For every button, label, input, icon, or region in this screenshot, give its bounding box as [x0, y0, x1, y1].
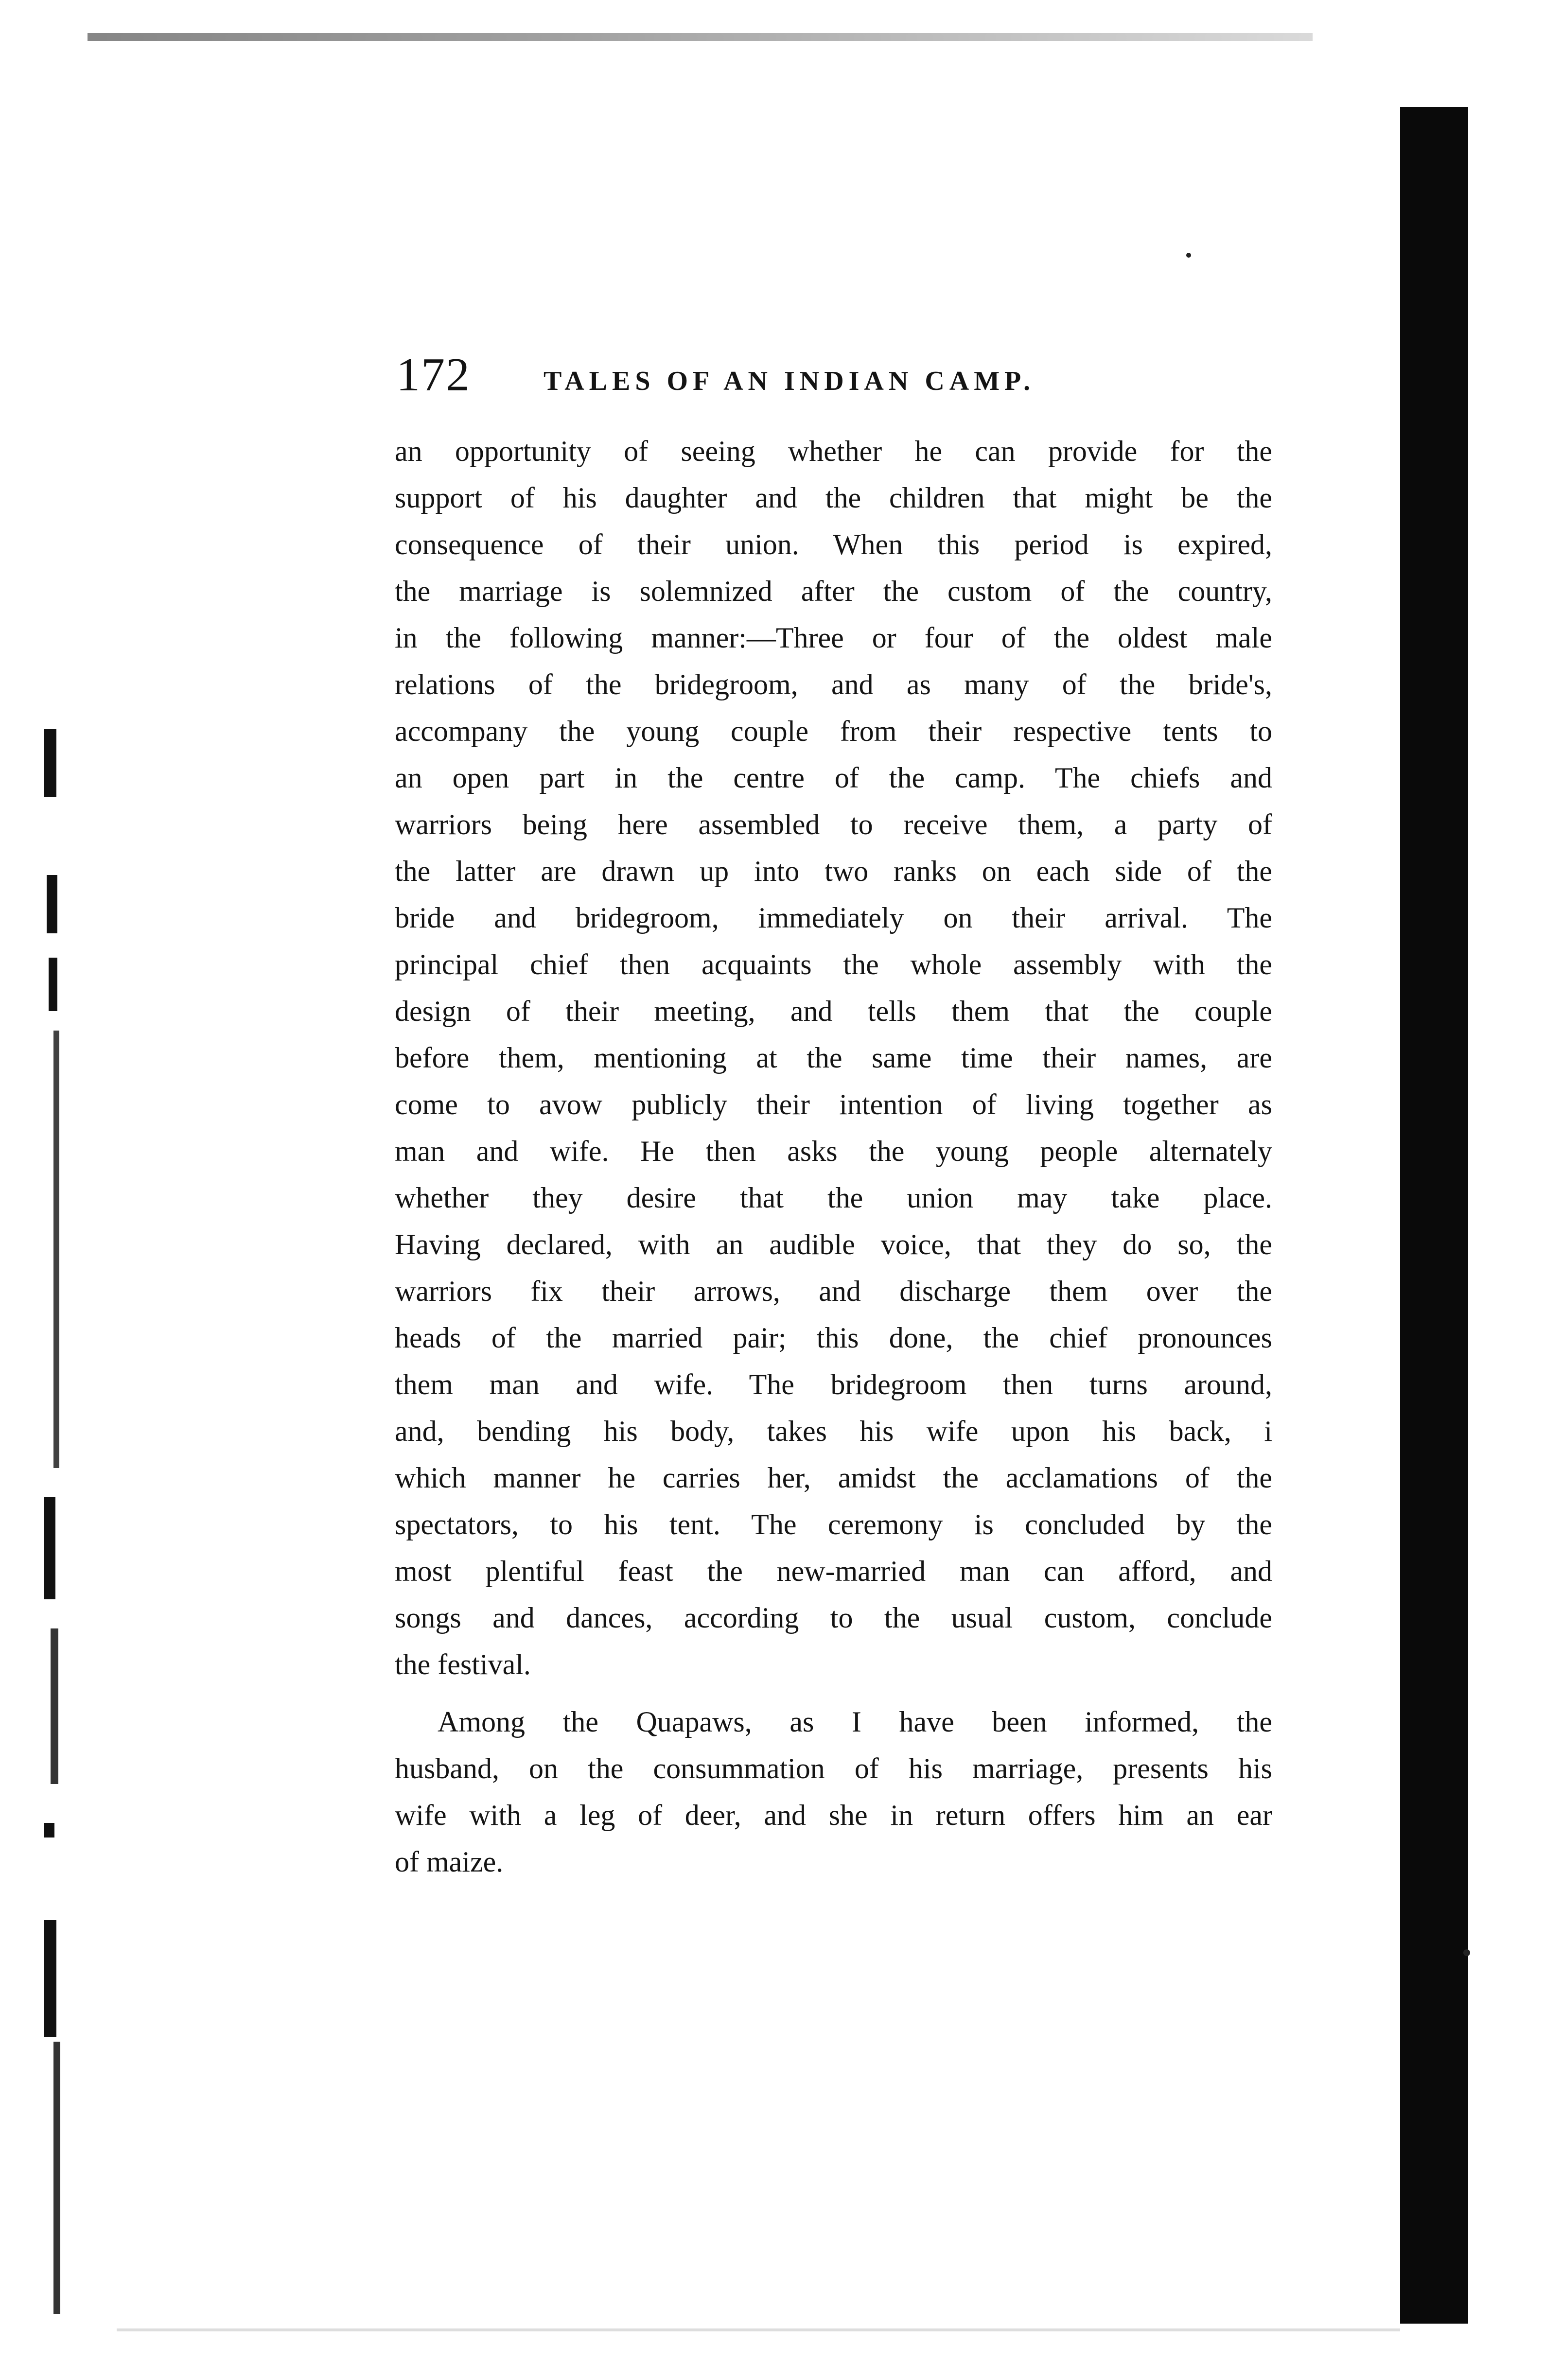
- text-line: them man and wife. The bridegroom then turns around,: [395, 1368, 1272, 1400]
- text-line: Having declared, with an audible voice, that they do so, the: [395, 1228, 1272, 1260]
- text-line: bride and bridegroom, immediately on their arrival. The: [395, 902, 1272, 934]
- text-line: most plentiful feast the new-married man can afford, and: [395, 1555, 1272, 1587]
- text-line: man and wife. He then asks the young people alternately: [395, 1135, 1272, 1167]
- page-header: [396, 345, 1320, 399]
- text-line: husband, on the consummation of his marriage, presents his: [395, 1752, 1272, 1785]
- paragraph: [395, 428, 1272, 1688]
- body-text: [395, 428, 1272, 1885]
- text-line: wife with a leg of deer, and she in return offers him an ear: [395, 1799, 1272, 1831]
- text-line: heads of the married pair; this done, the chief pronounces: [395, 1322, 1272, 1354]
- scan-edge-left-marks: [29, 729, 92, 2333]
- paragraph: [395, 1698, 1272, 1885]
- text-line: of maize.: [395, 1846, 504, 1878]
- page-number: 172: [396, 349, 471, 401]
- text-line: principal chief then acquaints the whole assembly with the: [395, 948, 1272, 980]
- text-line: warriors being here assembled to receive them, a party of: [395, 808, 1272, 840]
- scan-edge-top: [88, 33, 1313, 41]
- paragraph-gap: [395, 1688, 1272, 1698]
- text-line: before them, mentioning at the same time their names, are: [395, 1042, 1272, 1074]
- text-line: Among the Quapaws, as I have been informed, the: [438, 1706, 1272, 1738]
- text-line: and, bending his body, takes his wife upon his back, i: [395, 1415, 1272, 1447]
- text-line: design of their meeting, and tells them that the couple: [395, 995, 1272, 1027]
- scan-speck: [1186, 253, 1191, 258]
- text-line: whether they desire that the union may take place.: [395, 1182, 1272, 1214]
- text-line: songs and dances, according to the usual custom, conclude: [395, 1602, 1272, 1634]
- running-head: TALES OF AN INDIAN CAMP.: [544, 366, 1035, 396]
- text-line: accompany the young couple from their respective tents to: [395, 715, 1272, 747]
- text-line: in the following manner:—Three or four of the oldest male: [395, 622, 1272, 654]
- text-line: the festival.: [395, 1648, 531, 1680]
- text-line: the latter are drawn up into two ranks on each side of the: [395, 855, 1272, 887]
- text-line: spectators, to his tent. The ceremony is concluded by the: [395, 1508, 1272, 1540]
- text-line: warriors fix their arrows, and discharge them over the: [395, 1275, 1272, 1307]
- text-line: which manner he carries her, amidst the acclamations of the: [395, 1462, 1272, 1494]
- scan-edge-bottom: [117, 2328, 1400, 2331]
- text-line: the marriage is solemnized after the custom of the country,: [395, 575, 1272, 607]
- text-line: relations of the bridegroom, and as many of the bride's,: [395, 668, 1272, 700]
- text-line: an open part in the centre of the camp. The chiefs and: [395, 762, 1272, 794]
- binding-gutter-shadow: [1400, 107, 1468, 2324]
- scan-speck: [1463, 1949, 1470, 1956]
- text-line: come to avow publicly their intention of living together as: [395, 1088, 1272, 1120]
- text-line: support of his daughter and the children that might be the: [395, 482, 1272, 514]
- text-line: an opportunity of seeing whether he can provide for the: [395, 435, 1272, 467]
- text-line: consequence of their union. When this period is expired,: [395, 528, 1272, 560]
